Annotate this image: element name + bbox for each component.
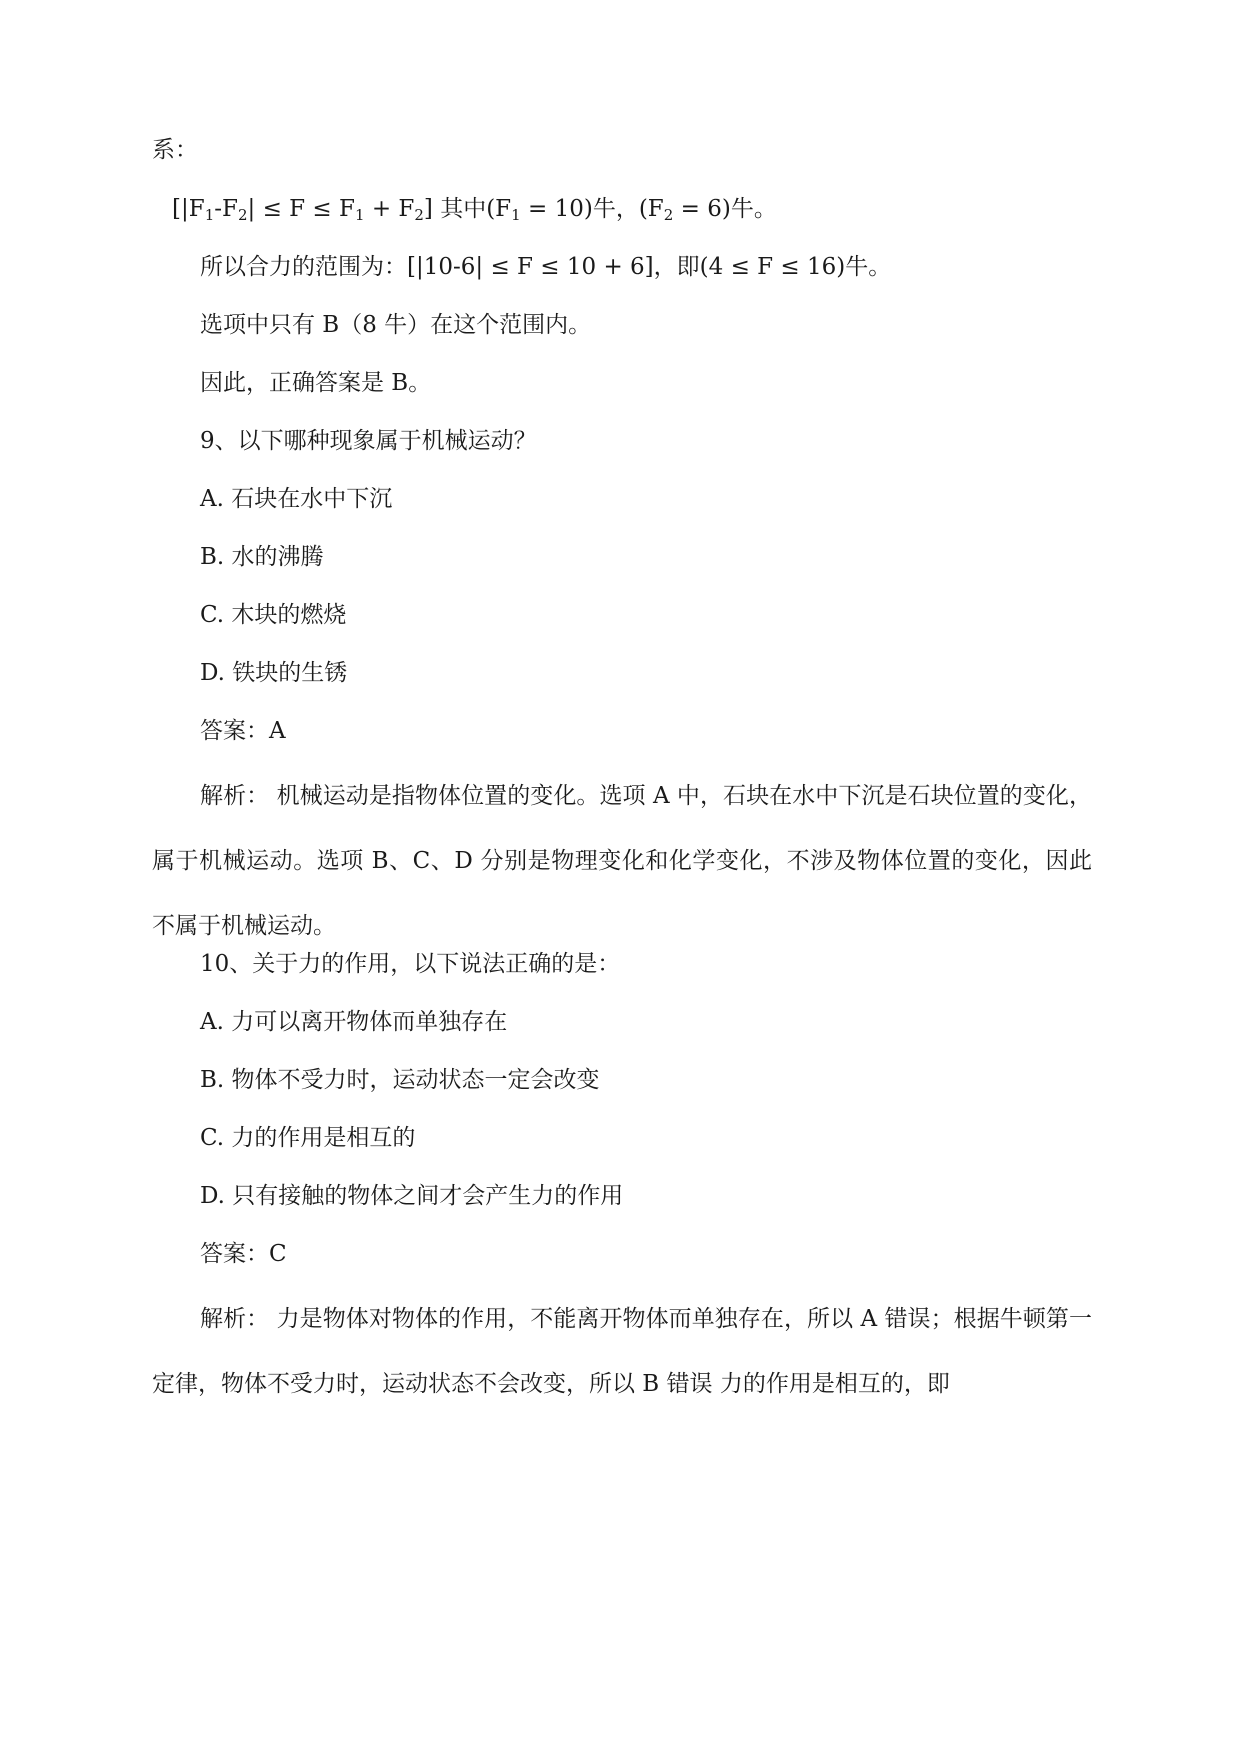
formula-part: [|F	[172, 196, 205, 222]
q10-option-a: A. 力可以离开物体而单独存在	[200, 1009, 508, 1035]
formula-line	[172, 193, 1089, 225]
q9-option-c: C. 木块的燃烧	[200, 602, 347, 628]
q9-option-b: B. 水的沸腾	[200, 544, 324, 570]
q9-explanation: 解析： 机械运动是指物体位置的变化。选项 A 中，石块在水中下沉是石块位置的变化，属于机械运动。选项 B、C、D 分别是物理变化和化学变化，不涉及物体位置的变化，因此不属于机械运动。	[152, 783, 1092, 939]
q10-option-b: B. 物体不受力时，运动状态一定会改变	[200, 1067, 600, 1093]
text-line-xi: 系：	[152, 137, 198, 163]
formula-part: = 6)牛。	[673, 196, 777, 222]
q10-answer: 答案：C	[200, 1241, 287, 1267]
subscript: 2	[663, 206, 674, 224]
formula-part: -F	[214, 196, 238, 222]
formula-part: ] 其中(F	[423, 196, 512, 222]
answer-b-line: 因此，正确答案是 B。	[200, 370, 432, 396]
subscript: 1	[204, 206, 215, 224]
q10-option-d: D. 只有接触的物体之间才会产生力的作用	[200, 1183, 624, 1209]
formula-part: + F	[364, 196, 415, 222]
subscript: 1	[354, 206, 365, 224]
q9-option-a: A. 石块在水中下沉	[200, 486, 393, 512]
q9-answer: 答案：A	[200, 718, 286, 744]
formula-part: | ≤ F ≤ F	[247, 196, 355, 222]
subscript: 2	[414, 206, 424, 224]
subscript: 2	[237, 206, 248, 224]
question-9: 9、以下哪种现象属于机械运动？	[200, 428, 537, 454]
q9-option-d: D. 铁块的生锈	[200, 660, 348, 686]
q10-explanation: 解析： 力是物体对物体的作用，不能离开物体而单独存在，所以 A 错误；根据牛顿第一定律，物体不受力时，运动状态不会改变，所以 B 错误 力的作用是相互的，即	[152, 1306, 1092, 1397]
question-10: 10、关于力的作用，以下说法正确的是：	[200, 951, 621, 977]
subscript: 1	[511, 206, 521, 224]
only-b-line: 选项中只有 B（8 牛）在这个范围内。	[200, 312, 592, 338]
formula-part: = 10)牛，(F	[520, 196, 664, 222]
q10-option-c: C. 力的作用是相互的	[200, 1125, 416, 1151]
range-line: 所以合力的范围为：[|10-6| ≤ F ≤ 10 + 6]，即(4 ≤ F ≤ 16)牛。	[200, 254, 892, 280]
